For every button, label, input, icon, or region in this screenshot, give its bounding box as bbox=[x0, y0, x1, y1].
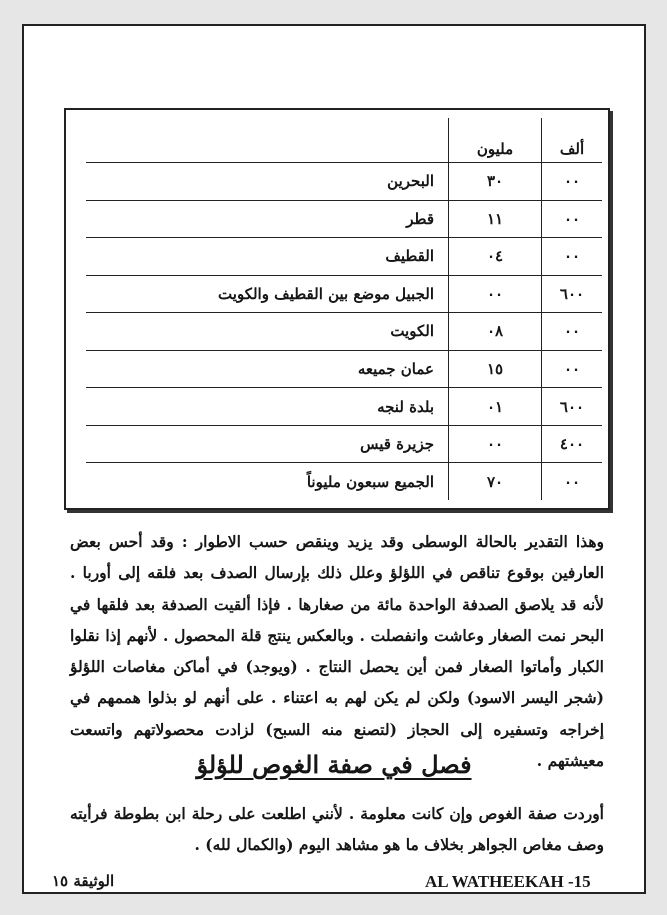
cell-million: ٠١ bbox=[449, 388, 542, 426]
cell-thousand: ٠٠ bbox=[542, 238, 603, 276]
cell-million: ٣٠ bbox=[449, 163, 542, 201]
cell-thousand: ٠٠ bbox=[542, 200, 603, 238]
cell-million: ٠٠ bbox=[449, 425, 542, 463]
cell-million: ٠٨ bbox=[449, 313, 542, 351]
cell-thousand: ٠٠ bbox=[542, 163, 603, 201]
section-heading: فصل في صفة الغوص للؤلؤ bbox=[196, 750, 472, 779]
table-row bbox=[86, 163, 602, 201]
cell-million: ٠٠ bbox=[449, 275, 542, 313]
table-row bbox=[86, 275, 602, 313]
cell-million: ١٥ bbox=[449, 350, 542, 388]
cell-place: الجبيل موضع بين القطيف والكويت bbox=[86, 275, 449, 313]
table-row bbox=[86, 425, 602, 463]
cell-thousand: ٠٠ bbox=[542, 313, 603, 351]
header-million: مليون bbox=[449, 118, 542, 163]
cell-place: القطيف bbox=[86, 238, 449, 276]
body-paragraph: وهذا التقدير بالحالة الوسطى وقد يزيد وينقص حسب الاطوار : وقد أحس بعض العارفين بوقوع تناقص في اللؤلؤ وعلل ذلك بإرسال الصدف بعد فلقه إلى أوربا . لأنه قد يلاصق الصدفة الواحدة مائة من صغارها . فإذا ألقيت الصدفة بعد فلقها في البحر نمت الصغار وعاشت وانفصلت . وبالعكس ينتج قلة المحصول . لأنهم إذا نقلوا الكبار وأماتوا الصغار فمن أين يحصل النتاج . (ويوجد) في أماكن مغاصات اللؤلؤ (شجر اليسر الاسود) ولكن لم يكن لهم به اعتناء . على أنهم لو بذلوا هممهم في إخراجه وتسفيره إلى الحجاز (لتصنع منه السبح) لزادت محصولاتهم واتسعت معيشتهم . bbox=[70, 532, 604, 771]
cell-place: الكويت bbox=[86, 313, 449, 351]
cell-thousand: ٦٠٠ bbox=[542, 275, 603, 313]
table-row bbox=[86, 313, 602, 351]
table-row bbox=[86, 388, 602, 426]
table-header-row bbox=[86, 118, 602, 163]
footer-journal-arabic: الوثيقة ١٥ bbox=[52, 872, 115, 890]
cell-thousand: ٦٠٠ bbox=[542, 388, 603, 426]
table-row bbox=[86, 238, 602, 276]
cell-place: الجميع سبعون مليوناً bbox=[86, 463, 449, 500]
document-page bbox=[22, 24, 646, 894]
cell-place: قطر bbox=[86, 200, 449, 238]
pearl-estimate-table bbox=[86, 118, 602, 500]
header-place bbox=[86, 118, 449, 163]
estimate-table-frame bbox=[64, 108, 610, 510]
cell-thousand: ٤٠٠ bbox=[542, 425, 603, 463]
table-row bbox=[86, 350, 602, 388]
body-paragraph: أوردت صفة الغوص وإن كانت معلومة . لأنني اطلعت على رحلة ابن بطوطة فرأيته وصف مغاص الجواهر بخلاف ما هو مشاهد اليوم (والكمال لله) . bbox=[70, 804, 604, 855]
cell-million: ١١ bbox=[449, 200, 542, 238]
cell-million: ٠٤ bbox=[449, 238, 542, 276]
cell-place: البحرين bbox=[86, 163, 449, 201]
table-row bbox=[86, 463, 602, 500]
cell-place: عمان جميعه bbox=[86, 350, 449, 388]
cell-thousand: ٠٠ bbox=[542, 463, 603, 500]
table-row bbox=[86, 200, 602, 238]
footer-journal-latin: AL WATHEEKAH -15 bbox=[425, 872, 591, 891]
cell-thousand: ٠٠ bbox=[542, 350, 603, 388]
cell-place: جزيرة قيس bbox=[86, 425, 449, 463]
header-thousand: ألف bbox=[542, 118, 603, 163]
cell-place: بلدة لنجه bbox=[86, 388, 449, 426]
cell-million: ٧٠ bbox=[449, 463, 542, 500]
